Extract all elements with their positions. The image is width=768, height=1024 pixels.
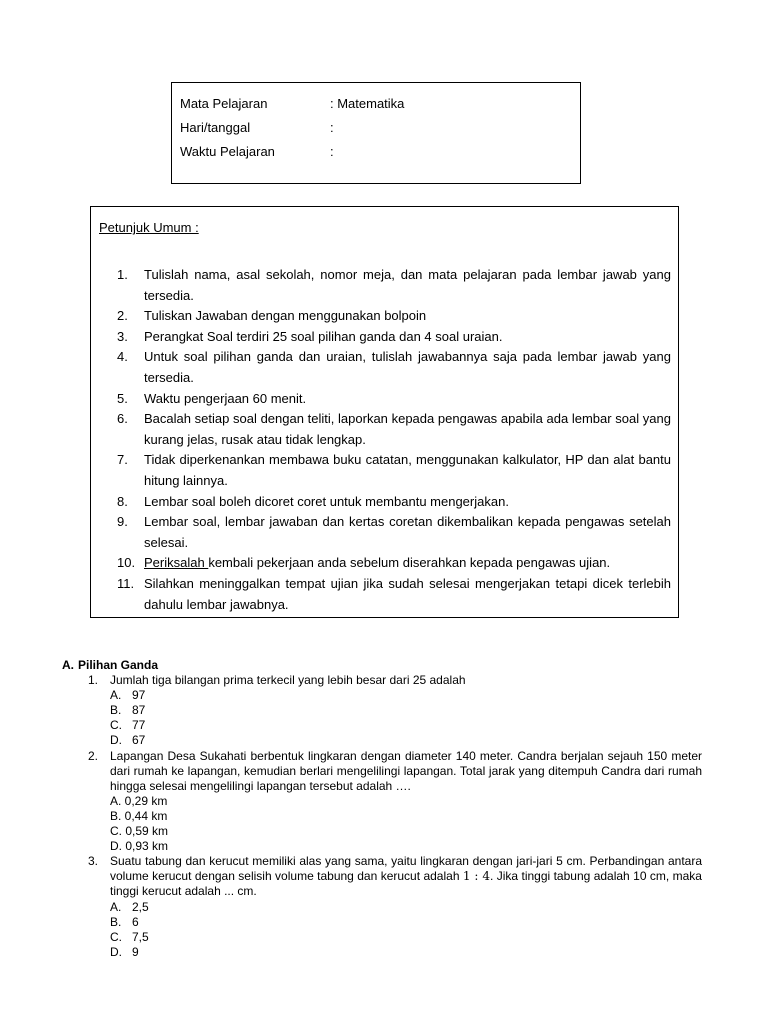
header-label: Mata Pelajaran: [180, 96, 268, 111]
instruction-number: 3.: [117, 328, 128, 344]
instructions-box: [90, 206, 679, 618]
instruction-number: 7.: [117, 452, 128, 468]
instruction-number: 4.: [117, 349, 128, 365]
instruction-item: [117, 347, 671, 388]
option-letter: A.: [110, 899, 122, 914]
header-row-date: [180, 120, 334, 136]
option-text: 97: [132, 688, 146, 703]
header-value: : Matematika: [330, 96, 405, 111]
instruction-text: Tuliskan Jawaban dengan menggunakan bolpoin: [144, 308, 427, 324]
instruction-item: [117, 450, 671, 491]
instruction-number: 9.: [117, 514, 128, 530]
section-title-text: Pilihan Ganda: [78, 658, 159, 672]
header-row-subject: [180, 96, 404, 112]
multiple-choice-section: [62, 658, 702, 960]
option-letter: C.: [110, 929, 122, 944]
question-text: Jumlah tiga bilangan prima terkecil yang lebih besar dari 25 adalah: [110, 673, 466, 688]
question-number: 2.: [88, 748, 99, 763]
instruction-item: [117, 553, 671, 574]
option-text: 9: [132, 944, 139, 959]
instruction-item: [117, 306, 671, 327]
header-value: :: [330, 144, 334, 159]
question-3: [62, 854, 702, 899]
instruction-number: 5.: [117, 390, 128, 406]
instruction-item: [117, 409, 671, 450]
question-number: 1.: [88, 673, 99, 688]
instruction-number: 8.: [117, 493, 128, 509]
option-item: [62, 718, 702, 733]
option-text: 7,5: [132, 929, 149, 944]
instruction-item: [117, 327, 671, 348]
instructions-title: Petunjuk Umum :: [99, 220, 199, 235]
instruction-text: Waktu pengerjaan 60 menit.: [144, 390, 307, 406]
instruction-text: Untuk soal pilihan ganda dan uraian, tulislah jawabannya saja pada lembar jawab yang tersedia.: [144, 349, 671, 385]
header-row-time: [180, 144, 334, 160]
instruction-item: [117, 265, 671, 306]
option-item: A. 0,29 km: [110, 793, 168, 808]
section-letter: A.: [62, 658, 74, 672]
instruction-underlined-word: Periksalah: [144, 555, 209, 571]
instruction-text: Lembar soal, lembar jawaban dan kertas coretan dikembalikan kepada pengawas setelah selesai.: [144, 514, 671, 550]
instructions-list: [117, 265, 671, 615]
option-letter: B.: [110, 703, 122, 718]
option-text: 87: [132, 703, 146, 718]
option-text: 2,5: [132, 899, 149, 914]
option-letter: C.: [110, 718, 122, 733]
option-letter: A.: [110, 688, 122, 703]
section-title: [62, 658, 702, 673]
instruction-number: 6.: [117, 411, 128, 427]
option-item: [62, 703, 702, 718]
option-letter: D.: [110, 944, 122, 959]
instruction-number: 1.: [117, 267, 128, 282]
option-item: [62, 930, 702, 945]
question-2: [62, 749, 702, 794]
instruction-text: Silahkan meninggalkan tempat ujian jika sudah selesai mengerjakan tetapi dicek terlebih dahulu lembar jawabnya.: [144, 575, 671, 612]
option-text: 67: [132, 733, 146, 748]
instruction-number: 11.: [117, 575, 135, 591]
instruction-item: [117, 492, 671, 513]
instruction-text: kembali pekerjaan anda sebelum diserahkan kepada pengawas ujian.: [208, 555, 611, 571]
ratio-expression: 1 : 4: [462, 869, 490, 884]
question-text: Lapangan Desa Sukahati berbentuk lingkaran dengan diameter 140 meter. Candra berjalan sejauh 150 meter dari rumah ke lapangan, kemudian berlari mengelilingi lapangan. Total jarak yang ditempuh Candra dari rumah hingga selesai mengelilingi lapangan tersebut adalah ….: [110, 748, 702, 793]
option-text: 6: [132, 914, 139, 929]
option-item: D. 0,93 km: [110, 839, 169, 854]
option-item: [62, 945, 702, 960]
option-letter: B.: [110, 914, 122, 929]
option-item: [62, 688, 702, 703]
exam-header-box: [171, 82, 581, 184]
option-item: C. 0,59 km: [110, 824, 169, 839]
instruction-text: Tulislah nama, asal sekolah, nomor meja, dan mata pelajaran pada lembar jawab yang tersedia.: [144, 267, 671, 303]
instruction-text: Bacalah setiap soal dengan teliti, laporkan kepada pengawas apabila ada lembar soal yang kurang jelas, rusak atau tidak lengkap.: [144, 411, 671, 447]
instruction-item: [117, 512, 671, 553]
option-letter: D.: [110, 733, 122, 748]
question-text-continued: . Jika tinggi tabung adalah 10 cm, maka tinggi kerucut adalah ... cm.: [110, 869, 702, 899]
instruction-text: Tidak diperkenankan membawa buku catatan, menggunakan kalkulator, HP dan alat bantu hitung lainnya.: [144, 452, 671, 488]
question-text: Suatu tabung dan kerucut memiliki alas yang sama, yaitu lingkaran dengan jari-jari 5 cm. Perbandingan antara volume kerucut dengan selisih volume tabung dan kerucut adalah: [110, 854, 702, 884]
question-number: 3.: [88, 854, 99, 869]
option-item: B. 0,44 km: [110, 808, 168, 823]
question-1: [62, 673, 702, 688]
instruction-item: [117, 389, 671, 410]
header-value: :: [330, 120, 334, 135]
instruction-item: [117, 574, 671, 615]
header-label: Waktu Pelajaran: [180, 144, 275, 159]
instruction-text: Perangkat Soal terdiri 25 soal pilihan ganda dan 4 soal uraian.: [144, 328, 503, 344]
option-item: [62, 733, 702, 748]
option-text: 77: [132, 718, 146, 733]
instruction-number: 10.: [117, 555, 136, 571]
instruction-number: 2.: [117, 308, 128, 324]
option-item: [62, 900, 702, 915]
option-item: [62, 915, 702, 930]
header-label: Hari/tanggal: [180, 120, 251, 135]
instruction-text: Lembar soal boleh dicoret coret untuk membantu mengerjakan.: [144, 493, 509, 509]
